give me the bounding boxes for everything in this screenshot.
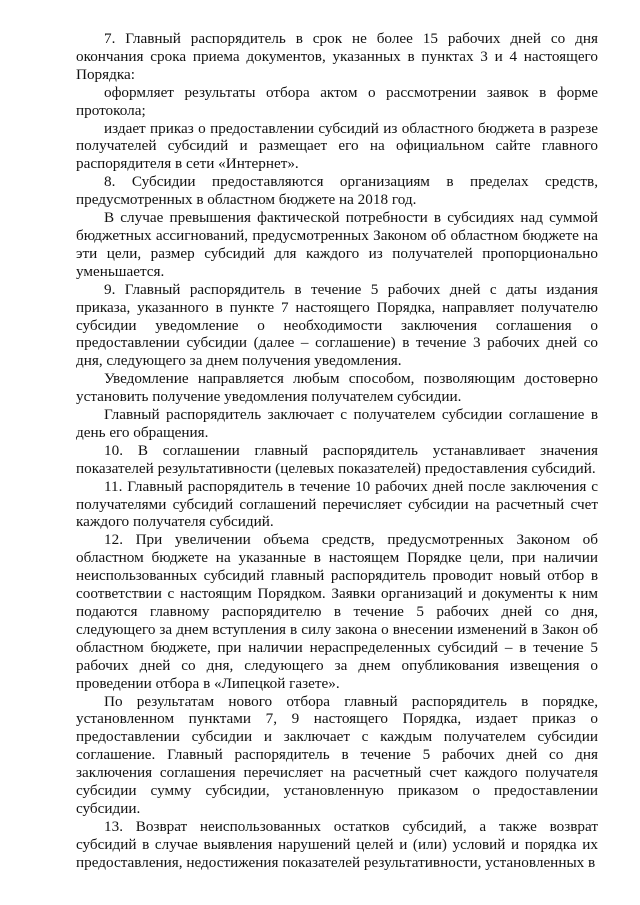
paragraph-8: 8. Субсидии предоставляются организациям в пределах средств, предусмотренных в областном бюджете на 2018 год. xyxy=(76,173,598,209)
paragraph-12-results: По результатам нового отбора главный распорядитель в порядке, установленном пунктами 7, 9 настоящего Порядка, издает приказ о предоставлении субсидии и заключает с каждым получателем субсидии соглашение. Главный распорядитель в течение 5 рабочих дней со дня заключения соглашения перечисляет на расчетный счет каждого получателя субсидии сумму субсидии, установленную приказом о предоставлении субсидии. xyxy=(76,692,598,817)
paragraph-9-agreement: Главный распорядитель заключает с получателем субсидии соглашение в день его обращения. xyxy=(76,406,598,441)
paragraph-10: 10. В соглашении главный распорядитель устанавливает значения показателей результативности (целевых показателей) предоставления субсидий. xyxy=(76,441,598,477)
paragraph-8-excess: В случае превышения фактической потребности в субсидиях над суммой бюджетных ассигнований, предусмотренных Законом об областном бюджете на эти цели, размер субсидий для каждого из получателей пропорционально уменьшается. xyxy=(76,209,598,280)
paragraph-13: 13. Возврат неиспользованных остатков субсидий, а также возврат субсидий в случае выявления нарушений целей и (или) условий и порядка их предоставления, недостижения показателей результативности, установленных в xyxy=(76,817,598,871)
paragraph-9-notification: Уведомление направляется любым способом, позволяющим достоверно установить получение уведомления получателем субсидии. xyxy=(76,370,598,406)
paragraph-7-protocol: оформляет результаты отбора актом о рассмотрении заявок в форме протокола; xyxy=(76,83,598,119)
document-page xyxy=(76,30,598,872)
paragraph-11: 11. Главный распорядитель в течение 10 рабочих дней после заключения с получателями субсидий соглашений перечисляет субсидии на расчетный счет каждого получателя субсидий. xyxy=(76,477,598,531)
paragraph-7: 7. Главный распорядитель в срок не более 15 рабочих дней со дня окончания срока приема документов, указанных в пунктах 3 и 4 настоящего Порядка: xyxy=(76,30,598,83)
paragraph-12: 12. При увеличении объема средств, предусмотренных Законом об областном бюджете на указанные в настоящем Порядке цели, при наличии неиспользованных субсидий главный распорядитель проводит новый отбор в соответствии с настоящим Порядком. Заявки организаций и документы к ним подаются главному распорядителю в течение 5 рабочих дней со дня, следующего за днем вступления в силу закона о внесении изменений в Закон об областном бюджете, при наличии нераспределенных субсидий – в течение 5 рабочих дней со дня, следующего за днем опубликования извещения о проведении отбора в «Липецкой газете». xyxy=(76,531,598,692)
paragraph-9: 9. Главный распорядитель в течение 5 рабочих дней с даты издания приказа, указанного в пункте 7 настоящего Порядка, направляет получателю субсидии уведомление о необходимости заключения соглашения о предоставлении субсидии (далее – соглашение) в течение 3 рабочих дней со дня, следующего за днем получения уведомления. xyxy=(76,280,598,370)
paragraph-7-order: издает приказ о предоставлении субсидий из областного бюджета в разрезе получателей субсидий и размещает его на официальном сайте главного распорядителя в сети «Интернет». xyxy=(76,119,598,173)
